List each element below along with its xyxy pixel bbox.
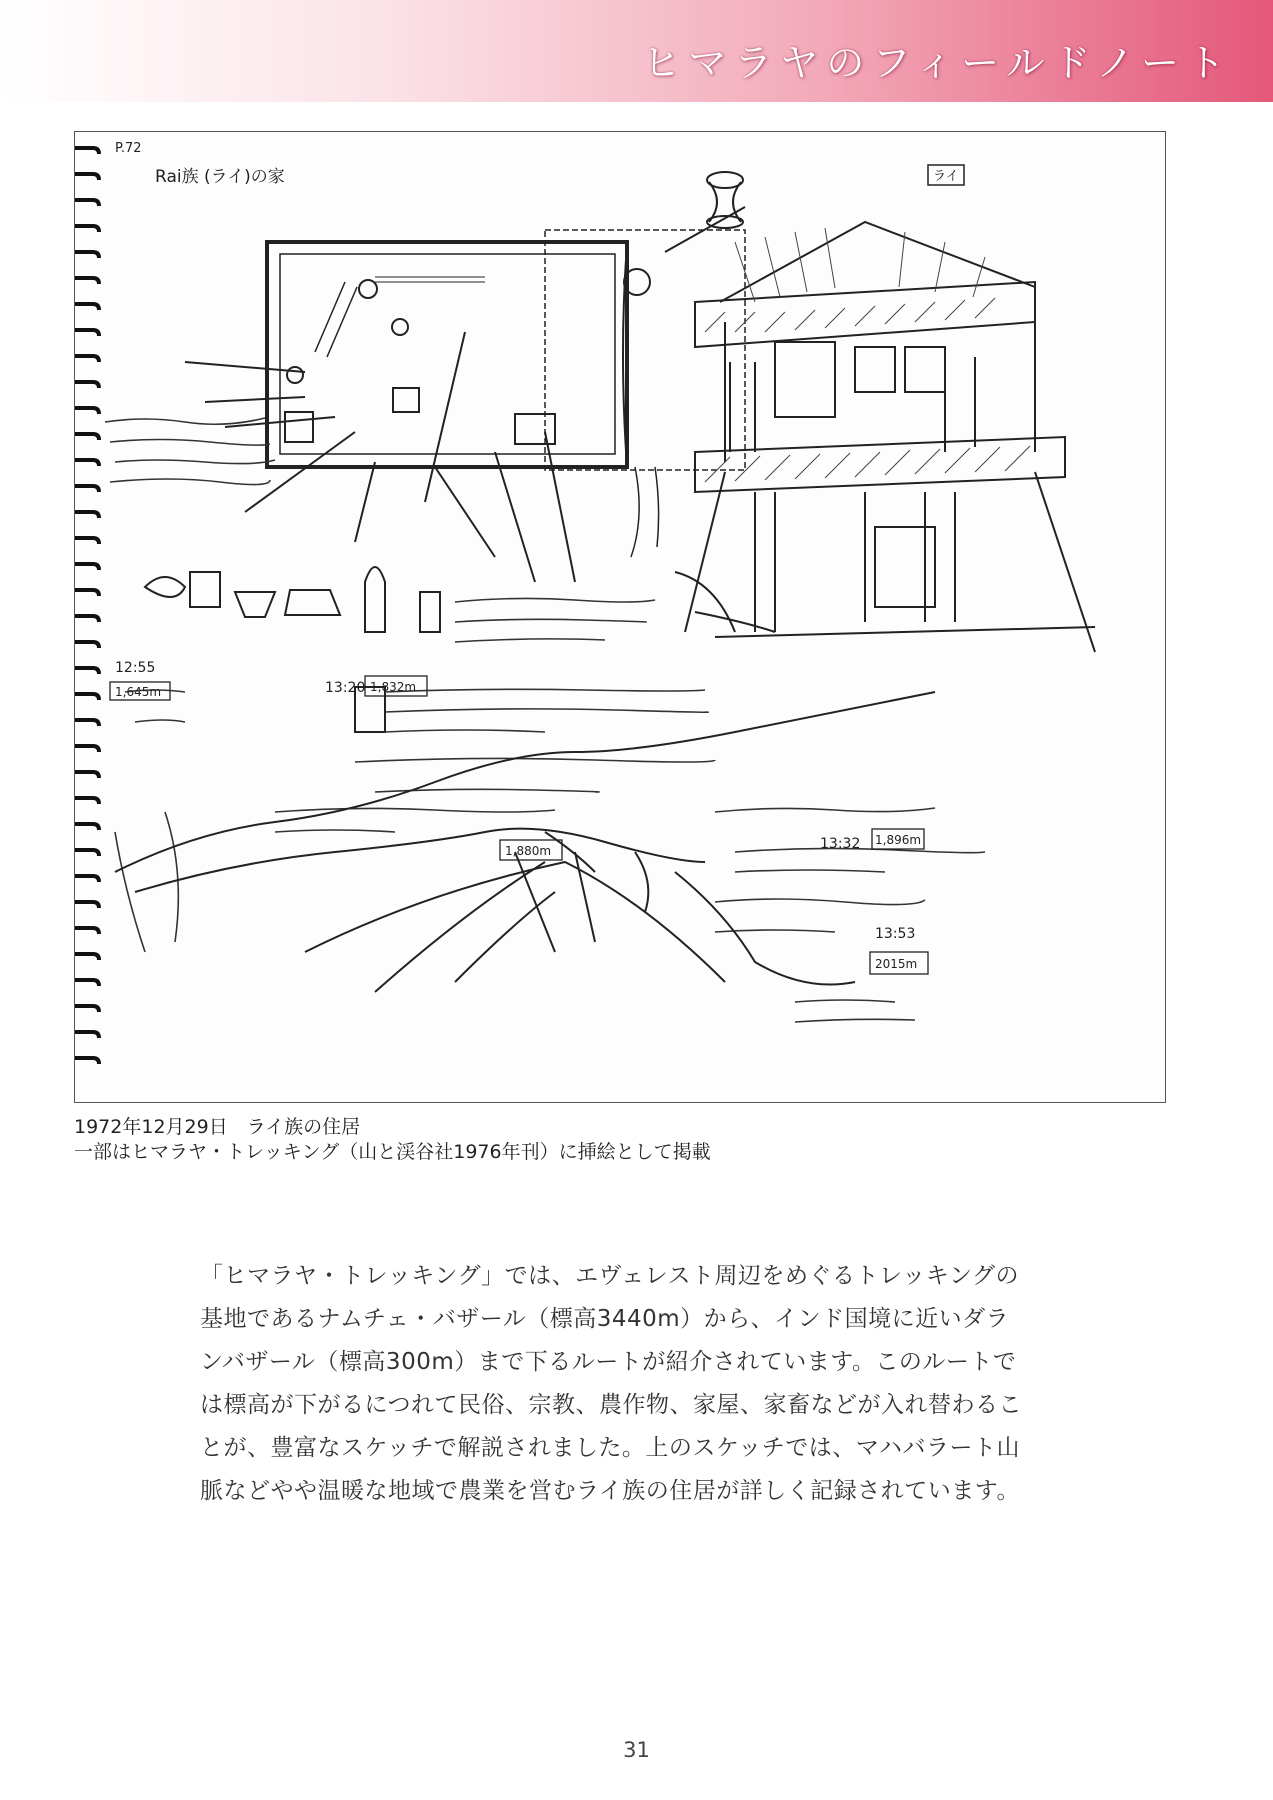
sketch-drawing: [75, 132, 1165, 1102]
caption-line-1: 1972年12月29日 ライ族の住居: [74, 1116, 361, 1138]
page-header-band: [0, 0, 1273, 102]
time-mark-2: 13:20: [325, 680, 366, 696]
page-header-title: ヒマラヤのフィールドノート: [642, 41, 1233, 85]
sketch-page-ref: P.72: [115, 141, 142, 156]
elevation-mark-2: 1,832m: [370, 680, 417, 694]
elevation-mark-5: 2015m: [875, 957, 918, 971]
body-line: 脈などやや温暖な地域で農業を営むライ族の住居が詳しく記録されています。: [200, 1478, 1020, 1504]
field-sketch-image: [74, 131, 1166, 1103]
sketch-house-label: Rai族 (ライ)の家: [155, 167, 285, 187]
body-line: とが、豊富なスケッチで解説されました。上のスケッチでは、マハバラート山: [200, 1435, 1020, 1461]
body-line: 「ヒマラヤ・トレッキング」では、エヴェレスト周辺をめぐるトレッキングの: [200, 1263, 1020, 1289]
body-line: は標高が下がるにつれて民俗、宗教、農作物、家屋、家畜などが入れ替わるこ: [200, 1392, 1023, 1418]
page-number: 31: [623, 1738, 650, 1762]
floor-plan-sketch: [185, 207, 745, 582]
spiral-binding: [75, 148, 99, 1064]
body-paragraph: [200, 1255, 1080, 1513]
body-line: 基地であるナムチェ・バザール（標高3440m）から、インド国境に近いダラ: [200, 1306, 1010, 1332]
time-mark-3: 13:32: [820, 836, 861, 852]
body-line: ンバザール（標高300m）まで下るルートが紹介されています。このルートで: [200, 1349, 1017, 1375]
elevation-mark-3: 1,880m: [505, 844, 552, 858]
figure-caption: [74, 1115, 1074, 1165]
rai-house-sketch: [675, 222, 1095, 652]
tools-sketch: [145, 567, 440, 732]
route-map-sketch: [115, 692, 935, 992]
sketch-tribe-tag: ライ: [933, 169, 959, 184]
elevation-mark-1: 1,645m: [115, 685, 162, 699]
stool-sketch: [707, 172, 743, 228]
elevation-mark-4: 1,896m: [875, 833, 922, 847]
caption-line-2: 一部はヒマラヤ・トレッキング（山と渓谷社1976年刊）に挿絵として掲載: [74, 1141, 711, 1163]
time-mark-4: 13:53: [875, 926, 916, 942]
time-mark-1: 12:55: [115, 660, 156, 676]
handwritten-notes: [105, 418, 985, 1022]
